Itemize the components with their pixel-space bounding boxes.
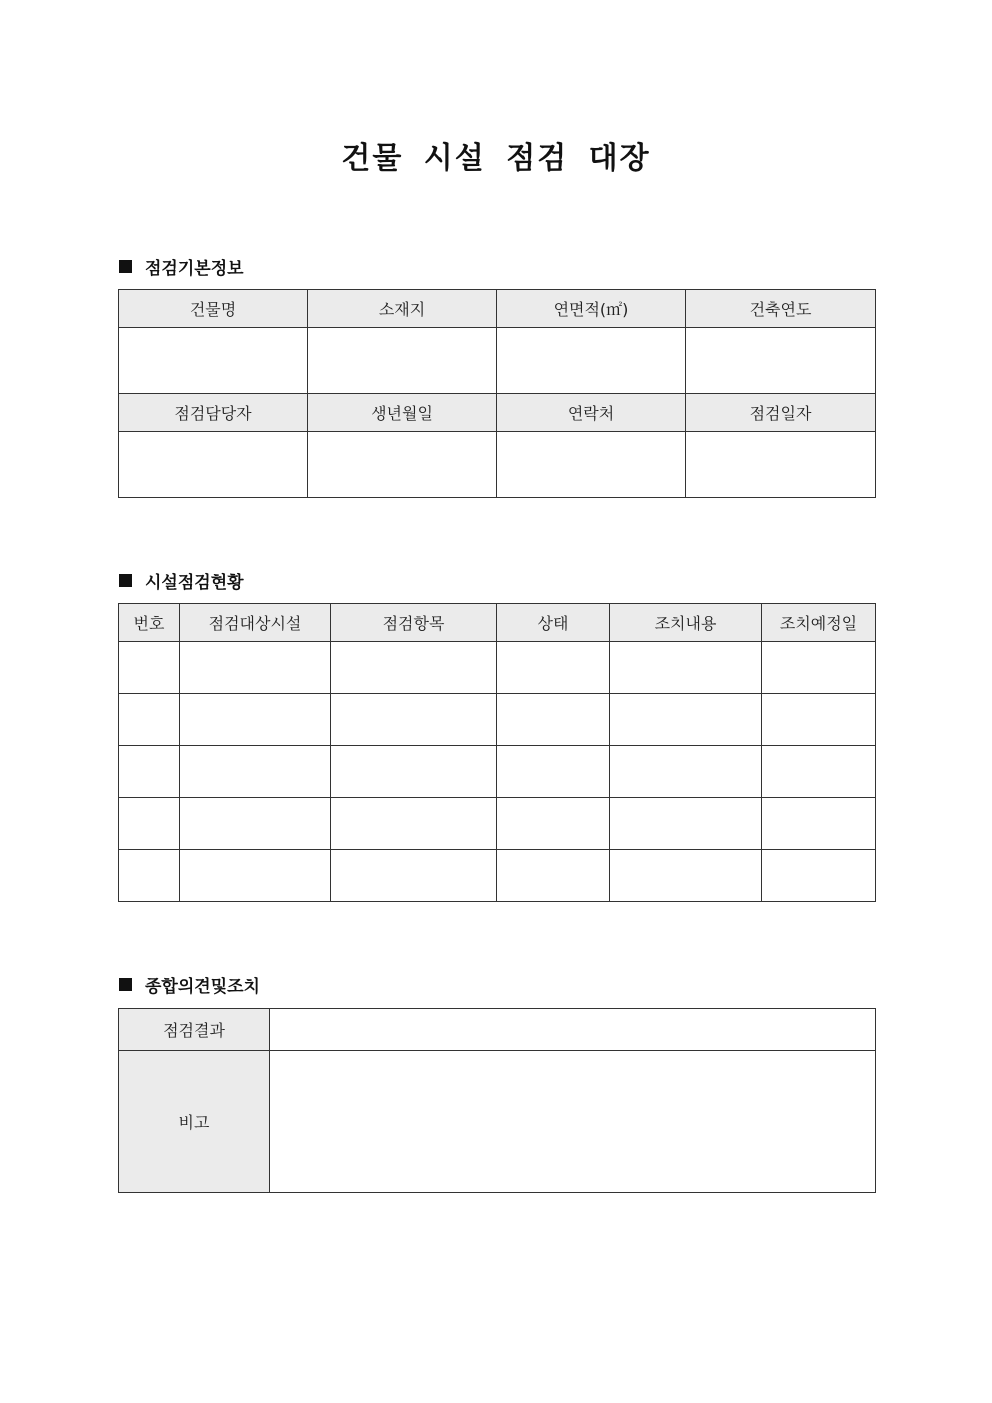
field-location[interactable]: [308, 328, 497, 394]
header-number: 번호: [119, 604, 180, 642]
cell-inspection-item[interactable]: [331, 850, 497, 902]
cell-inspection-item[interactable]: [331, 642, 497, 694]
result-field[interactable]: [270, 1009, 876, 1051]
header-status: 상태: [497, 604, 610, 642]
table-row: [119, 850, 876, 902]
square-bullet-icon: [119, 260, 132, 273]
note-field[interactable]: [270, 1051, 876, 1193]
table-row: [119, 642, 876, 694]
cell-action-content[interactable]: [610, 694, 762, 746]
cell-status[interactable]: [497, 798, 610, 850]
cell-number[interactable]: [119, 694, 180, 746]
section-heading-basic-label: 점검기본정보: [145, 259, 244, 279]
field-construction-year[interactable]: [686, 328, 876, 394]
square-bullet-icon: [119, 574, 132, 587]
header-inspection-item: 점검항목: [331, 604, 497, 642]
cell-target-facility[interactable]: [180, 850, 331, 902]
cell-inspection-item[interactable]: [331, 798, 497, 850]
field-inspector[interactable]: [119, 432, 308, 498]
header-floor-area: 연면적(㎡): [497, 290, 686, 328]
summary-table: [118, 1008, 876, 1193]
basic-info-table: [118, 289, 876, 498]
cell-status[interactable]: [497, 746, 610, 798]
cell-target-facility[interactable]: [180, 642, 331, 694]
cell-scheduled-date[interactable]: [762, 642, 876, 694]
cell-target-facility[interactable]: [180, 746, 331, 798]
table-row: [119, 694, 876, 746]
square-bullet-icon: [119, 978, 132, 991]
header-action-content: 조치내용: [610, 604, 762, 642]
cell-number[interactable]: [119, 850, 180, 902]
cell-status[interactable]: [497, 694, 610, 746]
section-heading-summary-label: 종합의견및조치: [145, 977, 260, 997]
header-contact: 연락처: [497, 394, 686, 432]
cell-scheduled-date[interactable]: [762, 746, 876, 798]
field-inspection-date[interactable]: [686, 432, 876, 498]
cell-number[interactable]: [119, 746, 180, 798]
cell-action-content[interactable]: [610, 642, 762, 694]
header-inspector: 점검담당자: [119, 394, 308, 432]
field-birth-date[interactable]: [308, 432, 497, 498]
cell-action-content[interactable]: [610, 850, 762, 902]
cell-number[interactable]: [119, 798, 180, 850]
cell-status[interactable]: [497, 850, 610, 902]
cell-inspection-item[interactable]: [331, 694, 497, 746]
note-label: 비고: [119, 1051, 270, 1193]
header-construction-year: 건축연도: [686, 290, 876, 328]
cell-action-content[interactable]: [610, 746, 762, 798]
header-location: 소재지: [308, 290, 497, 328]
table-row: [119, 798, 876, 850]
facility-inspection-table: [118, 603, 876, 902]
cell-inspection-item[interactable]: [331, 746, 497, 798]
header-building-name: 건물명: [119, 290, 308, 328]
header-birth-date: 생년월일: [308, 394, 497, 432]
section-heading-facility-label: 시설점검현황: [145, 573, 244, 593]
cell-scheduled-date[interactable]: [762, 798, 876, 850]
field-floor-area[interactable]: [497, 328, 686, 394]
cell-number[interactable]: [119, 642, 180, 694]
field-building-name[interactable]: [119, 328, 308, 394]
section-heading-facility: [119, 568, 244, 593]
cell-status[interactable]: [497, 642, 610, 694]
cell-action-content[interactable]: [610, 798, 762, 850]
header-scheduled-date: 조치예정일: [762, 604, 876, 642]
result-label: 점검결과: [119, 1009, 270, 1051]
page-title: 건물 시설 점검 대장: [341, 141, 651, 176]
cell-target-facility[interactable]: [180, 694, 331, 746]
header-inspection-date: 점검일자: [686, 394, 876, 432]
header-target-facility: 점검대상시설: [180, 604, 331, 642]
table-row: [119, 746, 876, 798]
cell-scheduled-date[interactable]: [762, 850, 876, 902]
section-heading-summary: [119, 972, 260, 997]
cell-scheduled-date[interactable]: [762, 694, 876, 746]
field-contact[interactable]: [497, 432, 686, 498]
section-heading-basic: [119, 254, 244, 279]
cell-target-facility[interactable]: [180, 798, 331, 850]
